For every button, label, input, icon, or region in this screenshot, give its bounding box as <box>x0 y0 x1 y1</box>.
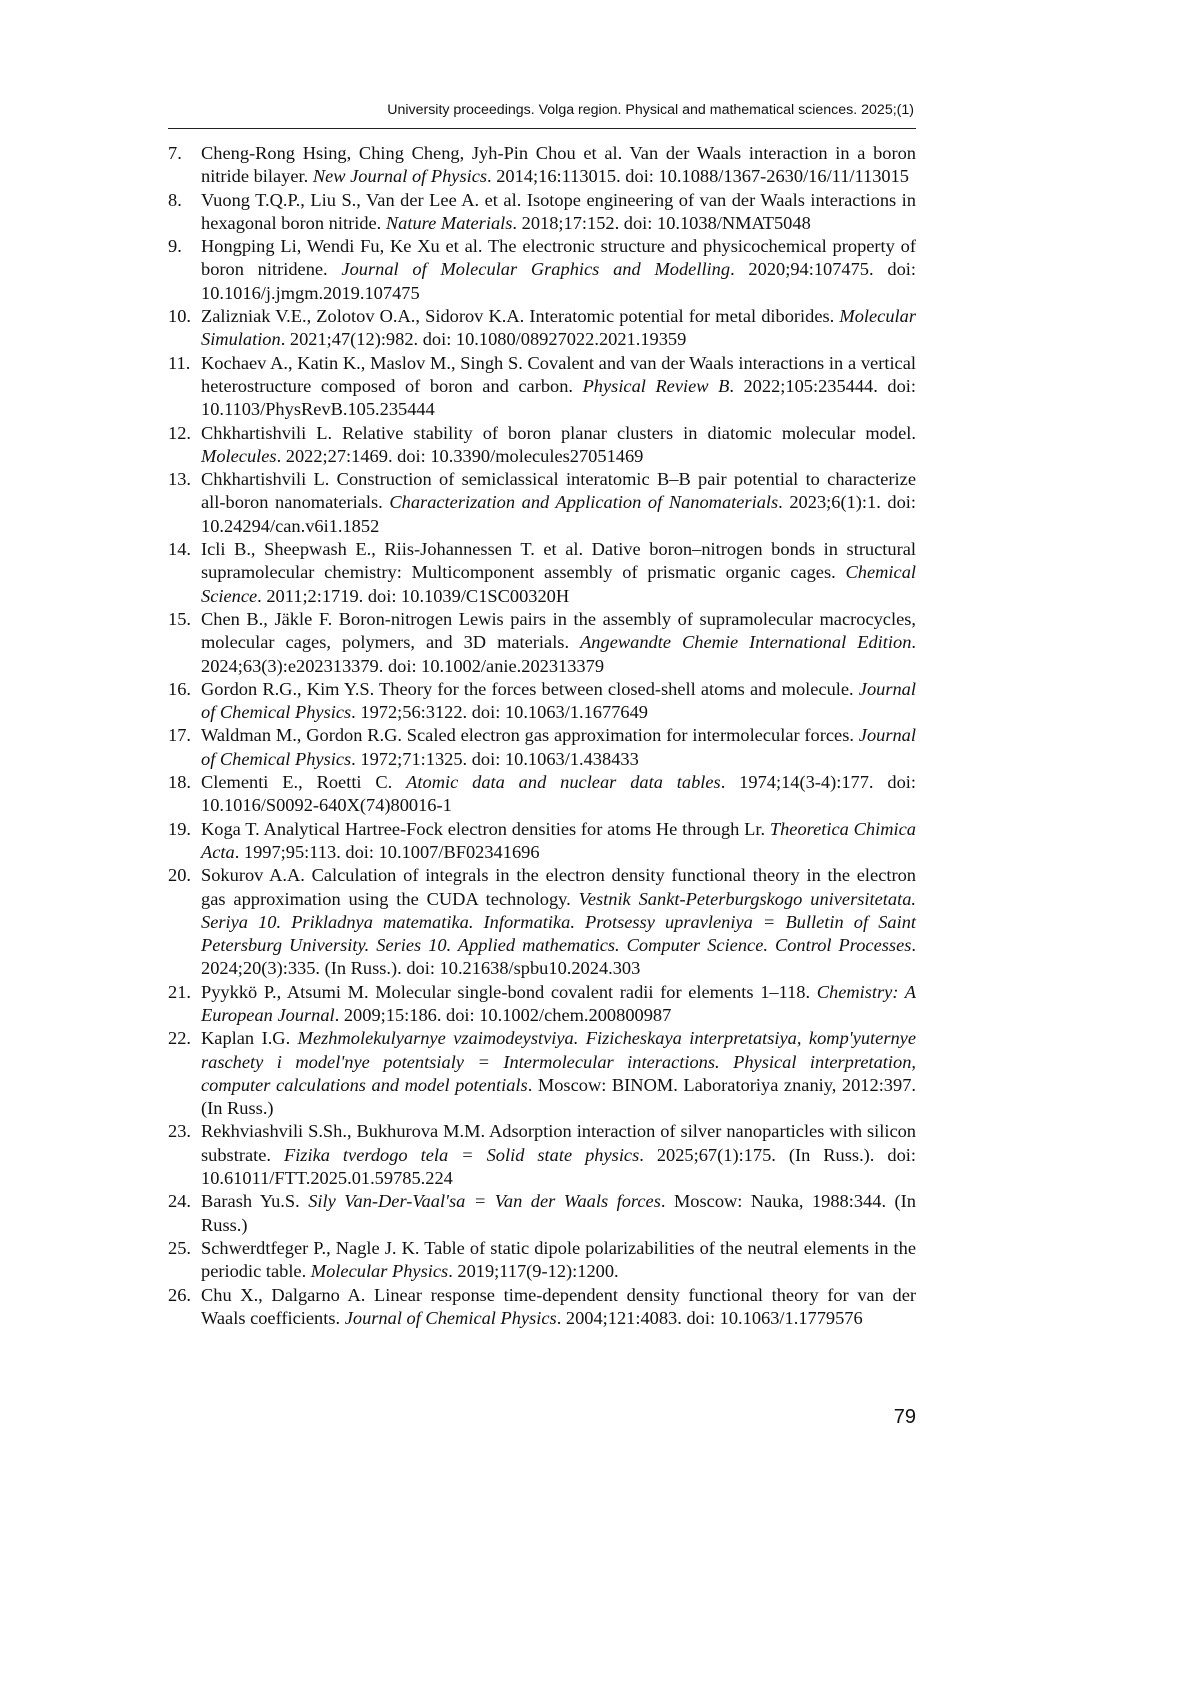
reference-body <box>201 305 916 352</box>
reference-authors-title: Waldman M., Gordon R.G. Scaled electron gas approximation for intermolecular forces. <box>201 725 859 746</box>
reference-source: Theoretica Chimica Acta <box>201 818 916 862</box>
running-header <box>168 100 916 129</box>
reference-details: . 1972;56:3122. doi: 10.1063/1.1677649 <box>351 702 648 723</box>
reference-authors-title: Rekhviashvili S.Sh., Bukhurova M.M. Adsorption interaction of silver nanoparticles with silicon substrate. <box>201 1121 916 1165</box>
reference-authors-title: Schwerdtfeger P., Nagle J. K. Table of static dipole polarizabilities of the neutral elements in the periodic table. <box>201 1237 916 1282</box>
reference-item <box>168 678 916 725</box>
reference-details: . 2004;121:4083. doi: 10.1063/1.1779576 <box>556 1307 863 1328</box>
reference-item <box>168 1190 916 1237</box>
reference-item <box>168 1120 916 1190</box>
reference-body <box>201 189 916 236</box>
reference-item <box>168 724 916 771</box>
reference-body <box>201 352 916 422</box>
reference-source: Journal of Chemical Physics <box>201 678 916 723</box>
reference-item <box>168 771 916 818</box>
reference-source: Sily Van-Der-Vaal'sa = Van der Waals forces <box>308 1191 661 1212</box>
reference-source: Characterization and Application of Nanomaterials <box>389 492 779 513</box>
reference-authors-title: Pyykkö P., Atsumi M. Molecular single-bond covalent radii for elements 1–118. <box>201 981 817 1002</box>
reference-number: 17. <box>168 725 191 746</box>
reference-number: 23. <box>168 1121 191 1142</box>
reference-body <box>201 864 916 980</box>
reference-number: 19. <box>168 818 191 839</box>
page-number: 79 <box>893 1406 916 1428</box>
reference-source: Molecular Physics <box>310 1261 449 1282</box>
reference-number: 26. <box>168 1284 191 1305</box>
reference-authors-title: Kochaev A., Katin K., Maslov M., Singh S. Covalent and van der Waals interactions in a vertical heterostructure composed of boron and carbon. <box>201 352 916 396</box>
reference-details: . 2022;27:1469. doi: 10.3390/molecules27051469 <box>276 445 644 466</box>
reference-details: . 2024;20(3):335. (In Russ.). doi: 10.21638/spbu10.2024.303 <box>201 935 916 979</box>
reference-details: . 2020;94:107475. doi: 10.1016/j.jmgm.2019.107475 <box>201 259 916 303</box>
reference-number: 14. <box>168 539 191 560</box>
reference-body <box>201 1120 916 1190</box>
reference-authors-title: Koga T. Analytical Hartree-Fock electron densities for atoms He through Lr. <box>201 818 770 839</box>
reference-authors-title: Barash Yu.S. <box>201 1191 309 1212</box>
reference-item <box>168 305 916 352</box>
reference-number: 12. <box>168 422 191 443</box>
reference-source: Journal of Molecular Graphics and Modelling <box>341 259 731 280</box>
reference-details: . 2024;63(3):e202313379. doi: 10.1002/anie.202313379 <box>201 632 916 676</box>
reference-number: 15. <box>168 608 191 629</box>
reference-authors-title: Chen B., Jäkle F. Boron-nitrogen Lewis pairs in the assembly of supramolecular macrocycles, molecular cages, polymers, and 3D materials. <box>201 608 916 653</box>
reference-source: Molecules <box>201 445 277 466</box>
reference-authors-title: Clementi E., Roetti C. <box>201 772 407 793</box>
reference-body <box>201 678 916 725</box>
reference-source: Journal of Chemical Physics <box>201 725 916 769</box>
reference-number: 21. <box>168 981 191 1002</box>
reference-authors-title: Gordon R.G., Kim Y.S. Theory for the forces between closed-shell atoms and molecule. <box>201 678 859 699</box>
reference-body <box>201 142 916 189</box>
reference-authors-title: Vuong T.Q.P., Liu S., Van der Lee A. et al. Isotope engineering of van der Waals interactions in hexagonal boron nitride. <box>201 189 916 233</box>
reference-item <box>168 1237 916 1284</box>
reference-details: . Moscow: BINOM. Laboratoriya znaniy, 2012:397. (In Russ.) <box>201 1074 916 1119</box>
reference-item <box>168 352 916 422</box>
reference-body <box>201 1027 916 1120</box>
reference-item <box>168 981 916 1028</box>
reference-number: 11. <box>168 352 191 373</box>
reference-item <box>168 1027 916 1120</box>
reference-item <box>168 142 916 189</box>
reference-authors-title: Zalizniak V.E., Zolotov O.A., Sidorov K.A. Interatomic potential for metal diborides. <box>201 306 840 327</box>
reference-item <box>168 422 916 469</box>
reference-item <box>168 608 916 678</box>
reference-source: Atomic data and nuclear data tables <box>406 772 721 793</box>
reference-body <box>201 468 916 538</box>
reference-number: 25. <box>168 1237 191 1258</box>
reference-body <box>201 818 916 865</box>
reference-body <box>201 1284 916 1331</box>
reference-authors-title: Chkhartishvili L. Relative stability of boron planar clusters in diatomic molecular model. <box>201 422 916 443</box>
reference-item <box>168 818 916 865</box>
reference-authors-title: Chu X., Dalgarno A. Linear response time-dependent density functional theory for van der Waals coefficients. <box>201 1284 916 1328</box>
reference-item <box>168 1284 916 1331</box>
reference-source: Physical Review B <box>582 375 730 396</box>
reference-source: Molecular Simulation <box>201 306 916 350</box>
reference-source: Journal of Chemical Physics <box>344 1307 557 1328</box>
reference-authors-title: Kaplan I.G. <box>201 1028 298 1049</box>
reference-body <box>201 235 916 305</box>
reference-details: . 2025;67(1):175. (In Russ.). doi: 10.61011/FTT.2025.01.59785.224 <box>201 1144 916 1189</box>
reference-body <box>201 608 916 678</box>
reference-item <box>168 864 916 980</box>
reference-list <box>168 142 916 1330</box>
journal-title: University proceedings. Volga region. Physical and mathematical sciences. 2025;(1) <box>387 102 914 118</box>
reference-body <box>201 1237 916 1284</box>
reference-details: . 1974;14(3-4):177. doi: 10.1016/S0092-640X(74)80016-1 <box>201 772 916 816</box>
reference-item <box>168 235 916 305</box>
reference-number: 24. <box>168 1191 191 1212</box>
reference-body <box>201 538 916 608</box>
reference-number: 16. <box>168 678 191 699</box>
reference-details: . 2023;6(1):1. doi: 10.24294/can.v6i1.1852 <box>201 492 916 536</box>
reference-details: . 2022;105:235444. doi: 10.1103/PhysRevB.105.235444 <box>201 375 917 420</box>
reference-body <box>201 422 916 469</box>
reference-number: 10. <box>168 306 191 327</box>
reference-source: Mezhmolekulyarnye vzaimodeystviya. Fizicheskaya interpretatsiya, komp'yuternye raschety i model'nye potentsialy = Intermolecular interactions. Physical interpretation, computer calculations and model potentials <box>201 1028 917 1095</box>
reference-number: 9. <box>168 236 182 257</box>
reference-number: 7. <box>168 143 182 163</box>
reference-authors-title: Cheng-Rong Hsing, Ching Cheng, Jyh-Pin Chou et al. Van der Waals interaction in a boron nitride bilayer. <box>201 143 916 187</box>
reference-item <box>168 468 916 538</box>
reference-body <box>201 981 916 1028</box>
reference-number: 13. <box>168 469 191 490</box>
reference-details: . 1997;95:113. doi: 10.1007/BF02341696 <box>234 841 540 862</box>
reference-details: . 2011;2:1719. doi: 10.1039/C1SC00320H <box>257 585 570 606</box>
reference-details: . Moscow: Nauka, 1988:344. (In Russ.) <box>201 1191 916 1235</box>
reference-body <box>201 1190 916 1237</box>
reference-authors-title: Chkhartishvili L. Construction of semiclassical interatomic B–B pair potential to characterize all-boron nanomaterials. <box>201 469 916 513</box>
reference-number: 8. <box>168 189 182 210</box>
reference-body <box>201 771 916 818</box>
reference-source: New Journal of Physics <box>312 166 488 187</box>
reference-details: . 2009;15:186. doi: 10.1002/chem.200800987 <box>334 1004 672 1025</box>
reference-source: Angewandte Chemie International Edition <box>580 632 912 653</box>
reference-number: 22. <box>168 1028 191 1049</box>
reference-authors-title: Hongping Li, Wendi Fu, Ke Xu et al. The electronic structure and physicochemical property of boron nitridene. <box>201 236 916 280</box>
reference-source: Chemistry: A European Journal <box>201 981 916 1025</box>
reference-item <box>168 189 916 236</box>
reference-item <box>168 538 916 608</box>
reference-body <box>201 724 916 771</box>
reference-details: . 2018;17:152. doi: 10.1038/NMAT5048 <box>512 212 811 233</box>
reference-details: . 2014;16:113015. doi: 10.1088/1367-2630/16/11/113015 <box>487 166 909 187</box>
reference-source: Fizika tverdogo tela = Solid state physics <box>283 1144 640 1165</box>
reference-source: Nature Materials <box>385 212 513 233</box>
reference-details: . 2021;47(12):982. doi: 10.1080/08927022.2021.19359 <box>280 329 687 350</box>
reference-details: . 1972;71:1325. doi: 10.1063/1.438433 <box>351 748 639 769</box>
reference-number: 20. <box>168 865 191 886</box>
reference-authors-title: Sokurov A.A. Calculation of integrals in the electron density functional theory in the electron gas approximation using the CUDA technology. <box>201 865 916 909</box>
reference-number: 18. <box>168 772 191 793</box>
reference-authors-title: Icli B., Sheepwash E., Riis-Johannessen T. et al. Dative boron–nitrogen bonds in structural supramolecular chemistry: Multicomponent assembly of prismatic organic cages. <box>201 539 916 583</box>
reference-source: Chemical Science <box>201 562 916 606</box>
reference-source: Vestnik Sankt-Peterburgskogo universitetata. Seriya 10. Prikladnya matematika. Informatika. Protsessy upravleniya = Bulletin of Saint Petersburg University. Series 10. Applied mathematics. Computer Science. Control Processes <box>201 888 916 956</box>
reference-details: . 2019;117(9-12):1200. <box>448 1261 619 1282</box>
